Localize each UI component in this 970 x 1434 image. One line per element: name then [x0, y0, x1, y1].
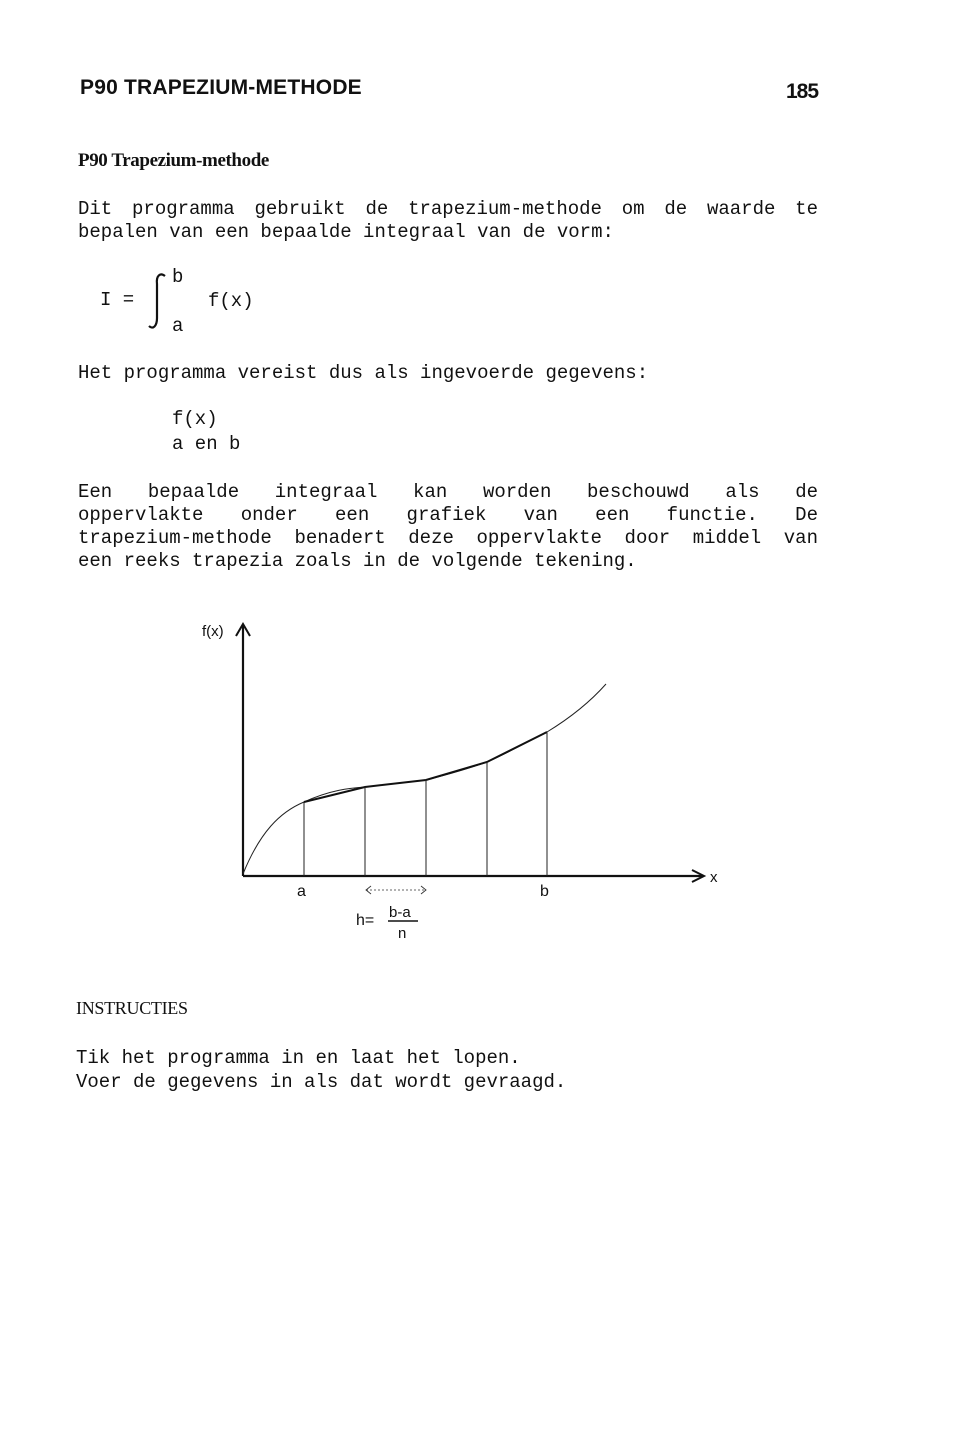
explanation-line: een reeks trapezia zoals in de volgende tekening. [78, 550, 637, 572]
right-bound-label: b [540, 883, 549, 900]
section-title: P90 Trapezium-methode [78, 150, 269, 171]
left-bound-label: a [297, 883, 306, 900]
step-formula-lhs: h= [356, 912, 375, 929]
formula-lower-limit: a [172, 315, 184, 337]
intro-paragraph [78, 198, 818, 244]
explanation-line: Een bepaalde integraal kan worden beschouwd als de [78, 481, 818, 503]
instructions-text [76, 1046, 566, 1094]
instruction-line: Voer de gegevens in als dat wordt gevraagd. [76, 1071, 567, 1093]
requirements-text: Het programma vereist dus als ingevoerde gegevens: [78, 362, 649, 384]
explanation-paragraph [78, 481, 818, 573]
step-formula-denominator: n [398, 925, 407, 942]
y-axis-label: f(x) [202, 623, 224, 640]
list-item: f(x) [172, 408, 218, 430]
requirements-list [172, 407, 240, 457]
intro-line: bepalen van een bepaalde integraal van de vorm: [78, 221, 614, 243]
formula-lhs: I = [100, 289, 135, 311]
instructions-heading: INSTRUCTIES [76, 998, 188, 1018]
explanation-line: oppervlakte onder een grafiek van een functie. De [78, 504, 818, 526]
step-formula-numerator: b-a [389, 904, 411, 921]
explanation-line: trapezium-methode benadert deze oppervlakte door middel van [78, 527, 818, 549]
x-axis-label: x [710, 869, 718, 886]
page-number: 185 [786, 80, 819, 103]
running-title: P90 TRAPEZIUM-METHODE [80, 76, 362, 99]
integral-sign-icon [146, 270, 172, 332]
formula-integrand: f(x) [208, 290, 254, 312]
intro-line: Dit programma gebruikt de trapezium-methode om de waarde te [78, 198, 818, 220]
list-item: a en b [172, 433, 241, 455]
instruction-line: Tik het programma in en laat het lopen. [76, 1047, 521, 1069]
function-curve [243, 684, 606, 874]
formula-upper-limit: b [172, 266, 184, 288]
trapezium-figure [190, 612, 730, 952]
